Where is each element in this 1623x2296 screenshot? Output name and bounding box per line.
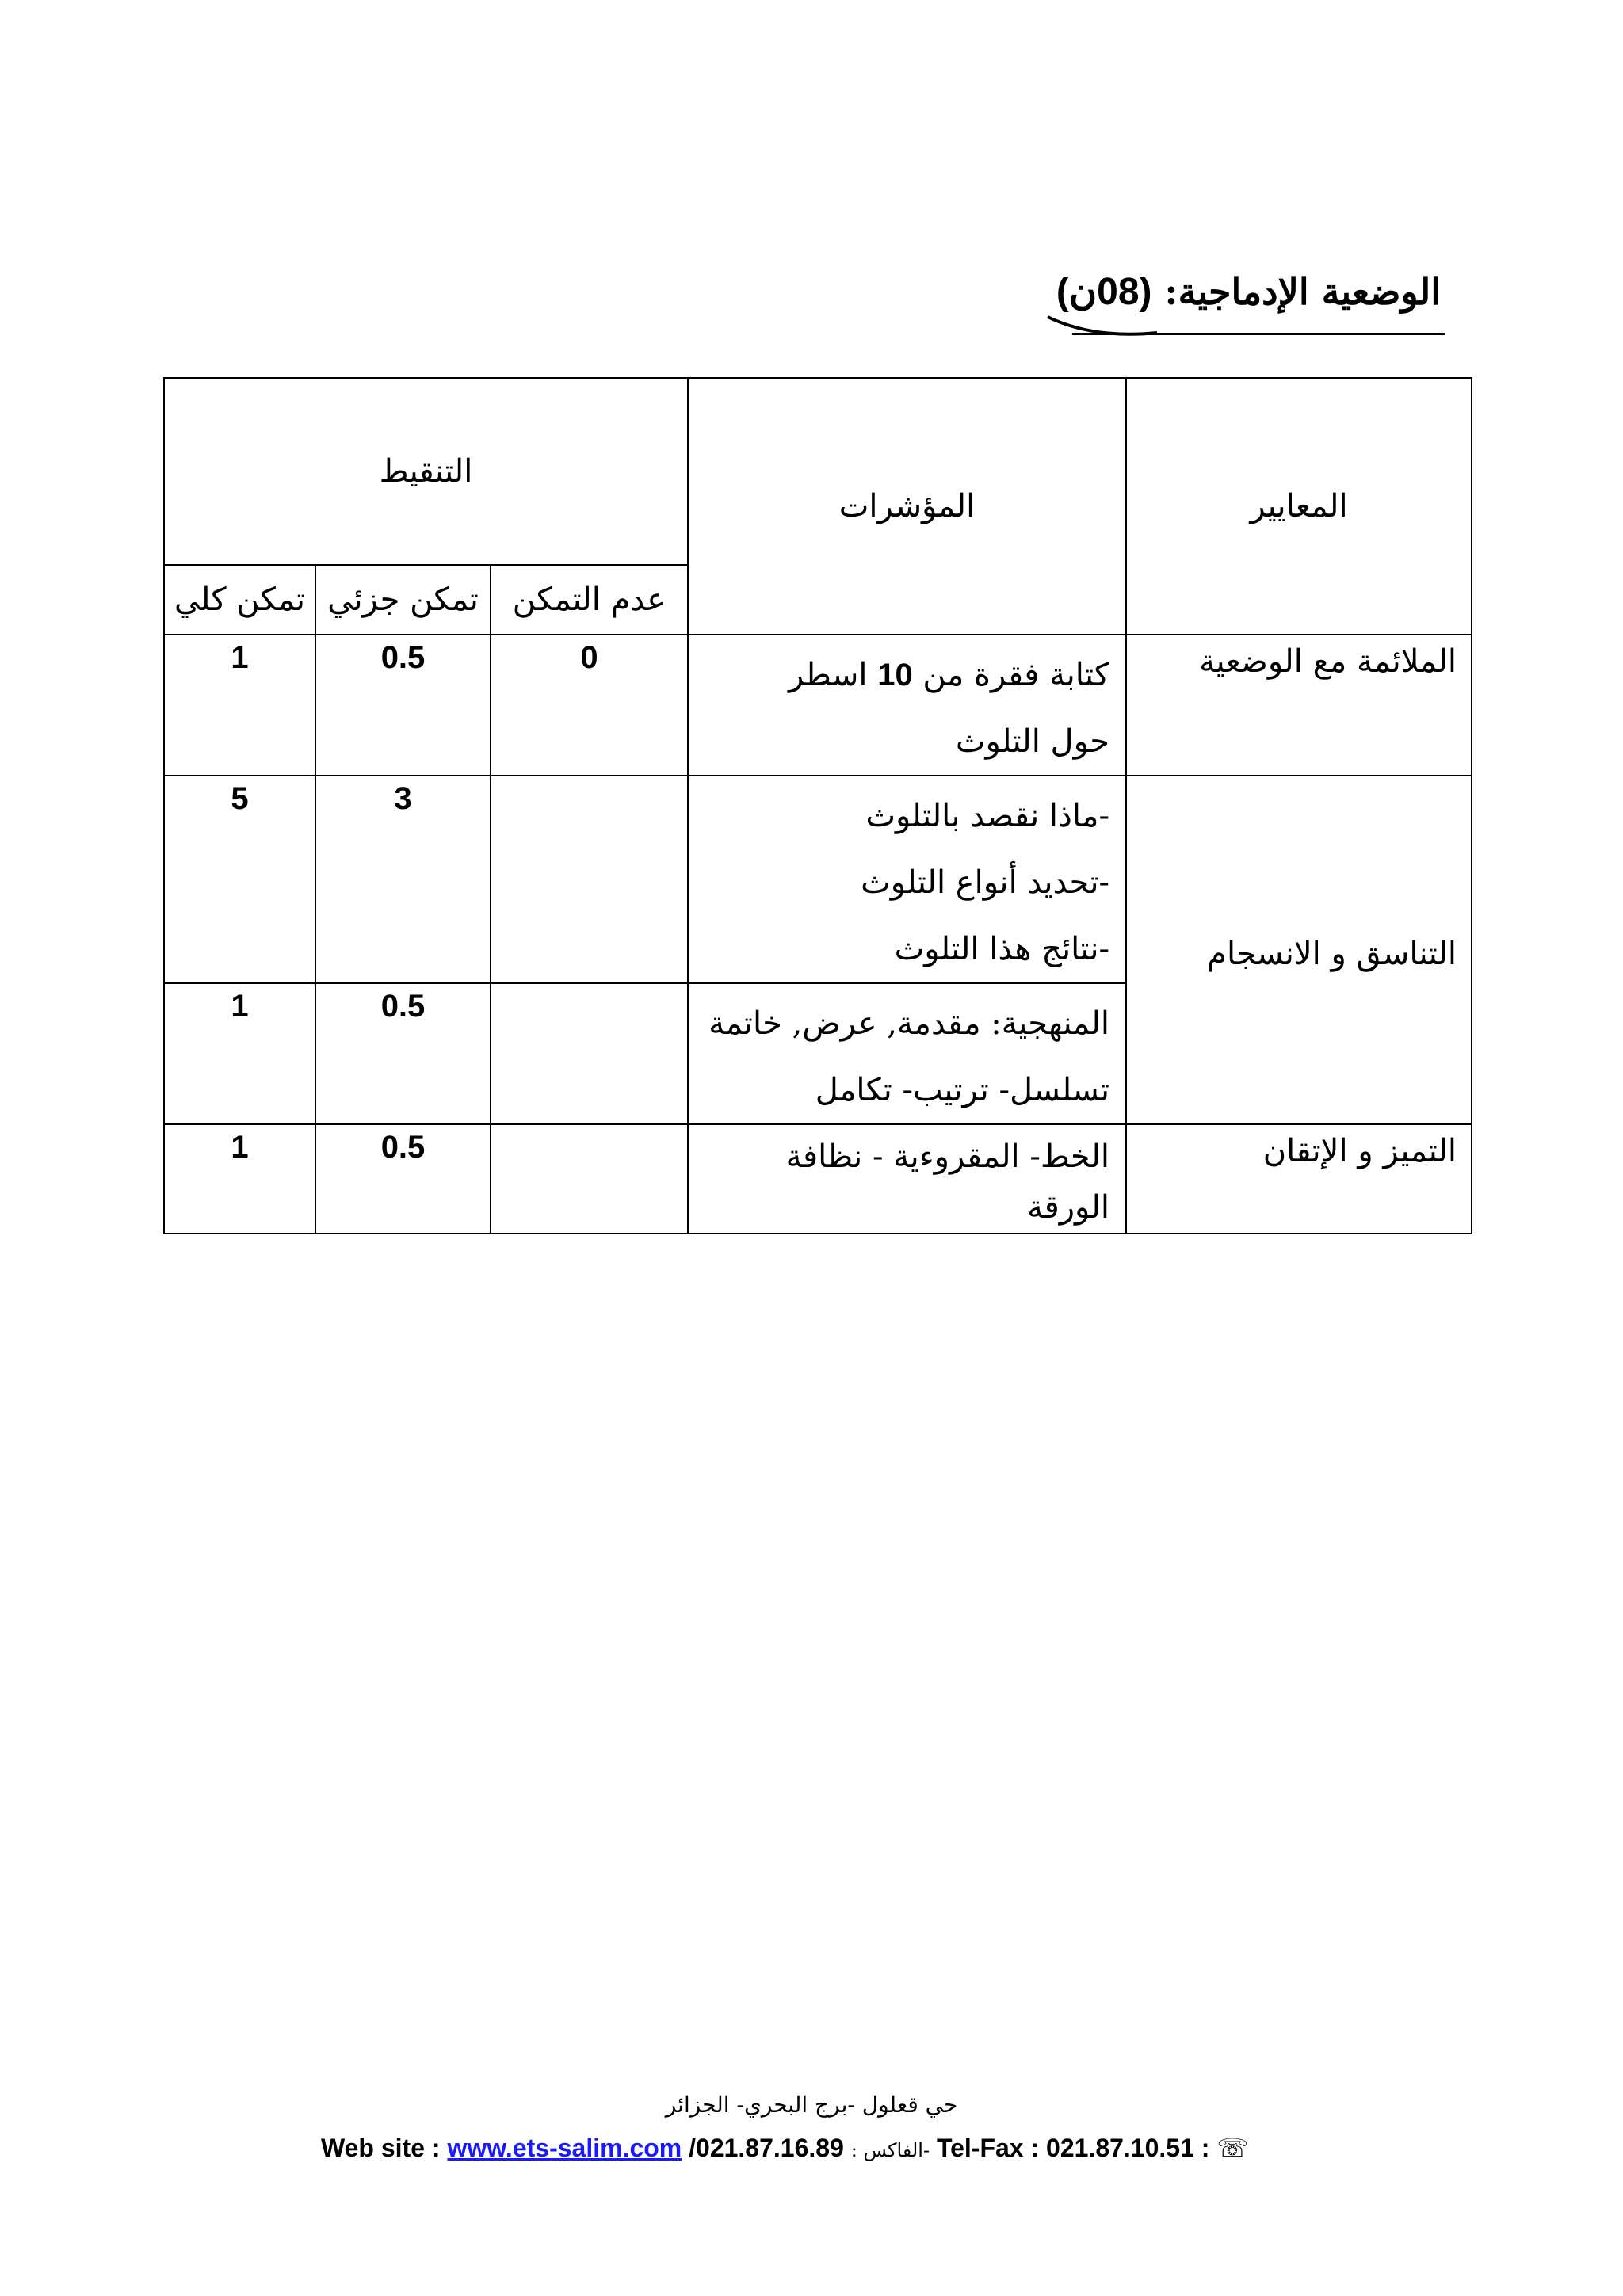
- score-partial: 0.5: [315, 983, 491, 1124]
- underline-swoosh-icon: [1046, 301, 1165, 341]
- criterion-cell: الملائمة مع الوضعية: [1126, 635, 1472, 776]
- web-label: Web site :: [321, 2134, 448, 2162]
- indicator-cell: [688, 635, 1126, 776]
- indicator-cell: [688, 983, 1126, 1124]
- score-none: [491, 776, 688, 983]
- website-link[interactable]: www.ets-salim.com: [447, 2134, 682, 2162]
- score-full: 1: [164, 983, 315, 1124]
- table-row: [164, 1124, 1472, 1234]
- none-header: عدم التمكن: [491, 565, 688, 635]
- score-none: 0: [491, 635, 688, 776]
- score-partial: 3: [315, 776, 491, 983]
- indicator-line: حول التلوث: [955, 723, 1109, 760]
- table-row: [164, 635, 1472, 776]
- score-full: 1: [164, 1124, 315, 1234]
- indicator-line: تسلسل- ترتيب- تكامل: [815, 1072, 1109, 1108]
- score-full: 1: [164, 635, 315, 776]
- criteria-header: المعايير: [1126, 378, 1472, 635]
- title-label: الوضعية الإدماجية:: [1164, 270, 1441, 313]
- assessment-table: [163, 377, 1472, 1234]
- criterion-cell: التميز و الإتقان: [1126, 1124, 1472, 1234]
- score-none: [491, 983, 688, 1124]
- indicator-text: اسطر: [788, 657, 878, 693]
- footer-address: حي قعلول -برج البحري- الجزائر: [665, 2092, 958, 2118]
- footer-contact: [321, 2133, 1248, 2163]
- fax-label: : الفاكس-: [850, 2139, 930, 2161]
- indicator-line: -نتائج هذا التلوث: [894, 931, 1109, 967]
- scoring-header: التنقيط: [164, 378, 688, 565]
- indicator-number: 10: [877, 658, 913, 692]
- header-row: [164, 378, 1472, 565]
- indicator-cell: الخط- المقروءية - نظافة الورقة: [688, 1124, 1126, 1234]
- indicator-text: كتابة فقرة من: [912, 657, 1109, 693]
- title-points: (08ن): [1056, 271, 1152, 313]
- indicator-line: [700, 642, 1109, 708]
- indicators-header: المؤشرات: [688, 378, 1126, 635]
- full-header: تمكن كلي: [164, 565, 315, 635]
- phone-icon: ☏: [1216, 2133, 1249, 2163]
- fax-number: /021.87.16.89: [682, 2134, 851, 2162]
- score-partial: 0.5: [315, 1124, 491, 1234]
- score-none: [491, 1124, 688, 1234]
- table-row: [164, 776, 1472, 983]
- indicator-line: -ماذا نقصد بالتلوث: [865, 798, 1109, 834]
- tel-fax: Tel-Fax : 021.87.10.51 :: [930, 2134, 1217, 2162]
- criterion-cell: التناسق و الانسجام: [1126, 776, 1472, 1124]
- score-full: 5: [164, 776, 315, 983]
- indicator-line: المنهجية: مقدمة, عرض, خاتمة: [708, 1005, 1109, 1042]
- partial-header: تمكن جزئي: [315, 565, 491, 635]
- score-partial: 0.5: [315, 635, 491, 776]
- indicator-line: -تحديد أنواع التلوث: [861, 864, 1109, 901]
- indicator-cell: [688, 776, 1126, 983]
